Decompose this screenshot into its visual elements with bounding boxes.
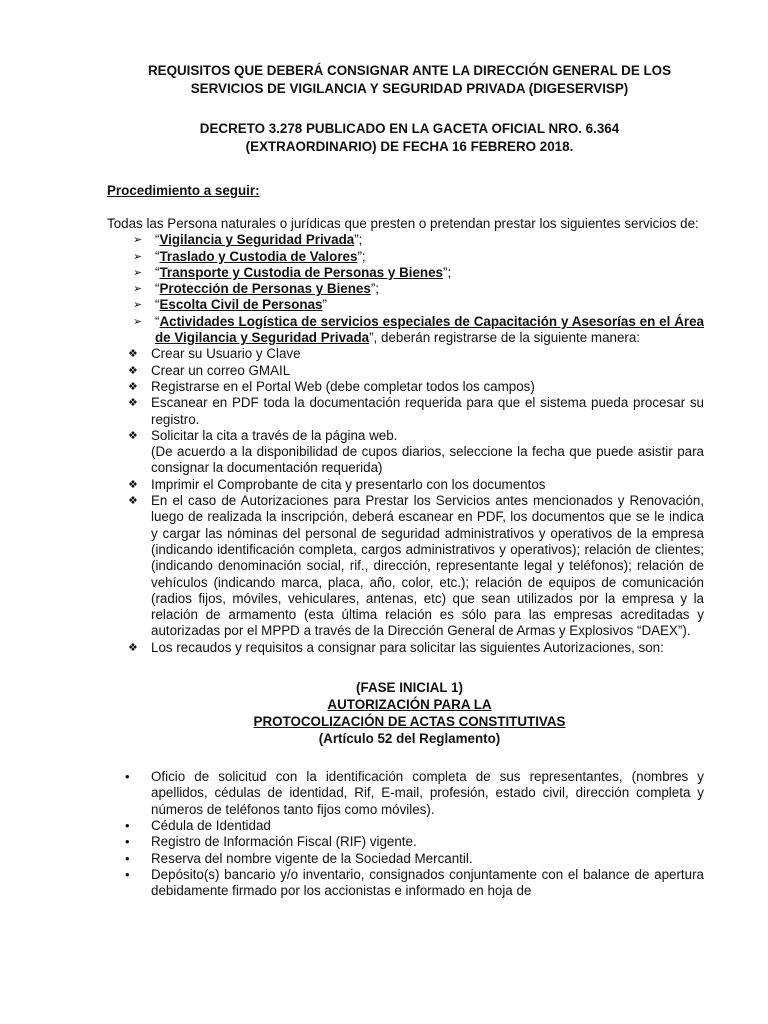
decree-heading: [107, 120, 712, 156]
service-name: Escolta Civil de Personas: [159, 297, 323, 313]
phase-article: (Artículo 52 del Reglamento): [318, 731, 501, 747]
step-note: (De acuerdo a la disponibilidad de cupos diarios, seleccione la fecha que puede asistir para consignar la documentación requerida): [151, 444, 704, 476]
document-title: [107, 62, 712, 156]
arrow-bullet-icon: ➢: [133, 283, 143, 296]
diamond-bullet-icon: ❖: [128, 348, 138, 361]
steps-list: [107, 346, 704, 656]
dot-bullet-icon: •: [125, 817, 130, 833]
arrow-bullet-icon: ➢: [133, 250, 143, 263]
service-name: Protección de Personas y Bienes: [159, 281, 371, 297]
phase-heading: [107, 679, 712, 747]
list-item: • Depósito(s) bancario y/o inventario, consignados conjuntamente con el balance de apertura debidamente firmado por los accionistas e informado en hoja de: [125, 866, 704, 899]
list-item: ❖ Registrarse en el Portal Web (debe completar todos los campos): [128, 378, 535, 394]
list-item: ➢ “Actividades Logística de servicios especiales de Capacitación y Asesorías en el Área de Vigilancia y Seguridad Privada”, deberán registrarse de la siguiente manera:: [133, 313, 704, 346]
decree-line-1: DECRETO 3.278 PUBLICADO EN LA GACETA OFICIAL NRO. 6.364: [199, 121, 620, 136]
diamond-bullet-icon: ❖: [128, 478, 138, 491]
diamond-bullet-icon: ❖: [128, 641, 138, 654]
diamond-bullet-icon: ❖: [128, 495, 138, 508]
list-item: • Registro de Información Fiscal (RIF) vigente.: [125, 834, 417, 850]
diamond-bullet-icon: ❖: [128, 397, 138, 410]
title-line-1: REQUISITOS QUE DEBERÁ CONSIGNAR ANTE LA DIRECCIÓN GENERAL DE LOS: [147, 63, 672, 78]
requirements-list: [107, 769, 704, 899]
arrow-bullet-icon: ➢: [133, 315, 143, 328]
list-item: ❖ En el caso de Autorizaciones para Prestar los Servicios antes mencionados y Renovación, luego de realizada la inscripción, deberá escanear en PDF, los documentos que se le indica y cargar las nóminas del personal de seguridad administrativos y operativos de la empresa (indicando identificación completa, cargos administrativos y operativos); relación de clientes; (indicando denominación social, rif., dirección, representante legal y teléfonos); relación de vehículos (indicando marca, placa, año, color, etc.); relación de equipos de comunicación (radios fijos, móviles, vehiculares, antenas, etc) que sean utilizados por la empresa y la relación de armamento (esta última relación es sólo para las empresas acreditadas y autorizadas por el MPPD a través de la Dirección General de Armas y Explosivos “DAEX”).: [128, 493, 704, 639]
dot-bullet-icon: •: [125, 769, 130, 785]
dot-bullet-icon: •: [125, 850, 130, 866]
list-item: ❖ Crear un correo GMAIL: [128, 362, 291, 378]
list-item: • Cédula de Identidad: [125, 817, 271, 833]
arrow-bullet-icon: ➢: [133, 299, 143, 312]
list-item: ➢ “Escolta Civil de Personas”: [133, 297, 327, 313]
arrow-bullet-icon: ➢: [133, 234, 143, 247]
list-item: ❖ Solicitar la cita a través de la página web. (De acuerdo a la disponibilidad de cupos diarios, seleccione la fecha que puede asistir para consignar la documentación requerida): [128, 427, 704, 476]
phase-title-line-2: PROTOCOLIZACIÓN DE ACTAS CONSTITUTIVAS: [253, 714, 566, 730]
procedure-intro: Todas las Persona naturales o jurídicas que presten o pretendan prestar los siguientes servicios de:: [107, 216, 699, 231]
list-item: ❖ Escanear en PDF toda la documentación requerida para que el sistema pueda procesar su registro.: [128, 395, 704, 427]
services-list: [107, 232, 704, 346]
service-name: Vigilancia y Seguridad Privada: [159, 232, 355, 248]
list-item: • Oficio de solicitud con la identificación completa de sus representantes, (nombres y apellidos, cédulas de identidad, Rif, E-mail, profesión, estado civil, dirección completa y números de teléfonos tanto fijos como móviles).: [125, 769, 704, 817]
list-item: ❖ Imprimir el Comprobante de cita y presentarlo con los documentos: [128, 476, 546, 492]
list-item: ➢ “Protección de Personas y Bienes”;: [133, 281, 380, 297]
list-item: ❖ Los recaudos y requisitos a consignar para solicitar las siguientes Autorizaciones, son:: [128, 639, 664, 655]
dot-bullet-icon: •: [125, 834, 130, 850]
procedure-heading: Procedimiento a seguir:: [107, 183, 260, 198]
list-item: ➢ “Traslado y Custodia de Valores”;: [133, 248, 366, 264]
service-name: Traslado y Custodia de Valores: [159, 248, 358, 264]
diamond-bullet-icon: ❖: [128, 380, 138, 393]
arrow-bullet-icon: ➢: [133, 266, 143, 279]
list-item: • Reserva del nombre vigente de la Sociedad Mercantil.: [125, 850, 473, 866]
list-item: ➢ “Transporte y Custodia de Personas y Bienes”;: [133, 264, 452, 280]
phase-title-line-1: AUTORIZACIÓN PARA LA: [327, 697, 492, 713]
service-name: Actividades Logística de servicios especiales de Capacitación y Asesorías en el Área de Vigilancia y Seguridad Privada: [155, 313, 704, 346]
list-item: ➢ “Vigilancia y Seguridad Privada”;: [133, 232, 363, 248]
decree-line-2: (EXTRAORDINARIO) DE FECHA 16 FEBRERO 2018.: [245, 139, 574, 154]
phase-label: (FASE INICIAL 1): [356, 680, 463, 696]
list-item: ❖ Crear su Usuario y Clave: [128, 346, 301, 362]
title-line-2: SERVICIOS DE VIGILANCIA Y SEGURIDAD PRIVADA (DIGESERVISP): [190, 81, 629, 96]
diamond-bullet-icon: ❖: [128, 429, 138, 442]
service-name: Transporte y Custodia de Personas y Bienes: [159, 264, 443, 280]
diamond-bullet-icon: ❖: [128, 364, 138, 377]
dot-bullet-icon: •: [125, 866, 130, 882]
